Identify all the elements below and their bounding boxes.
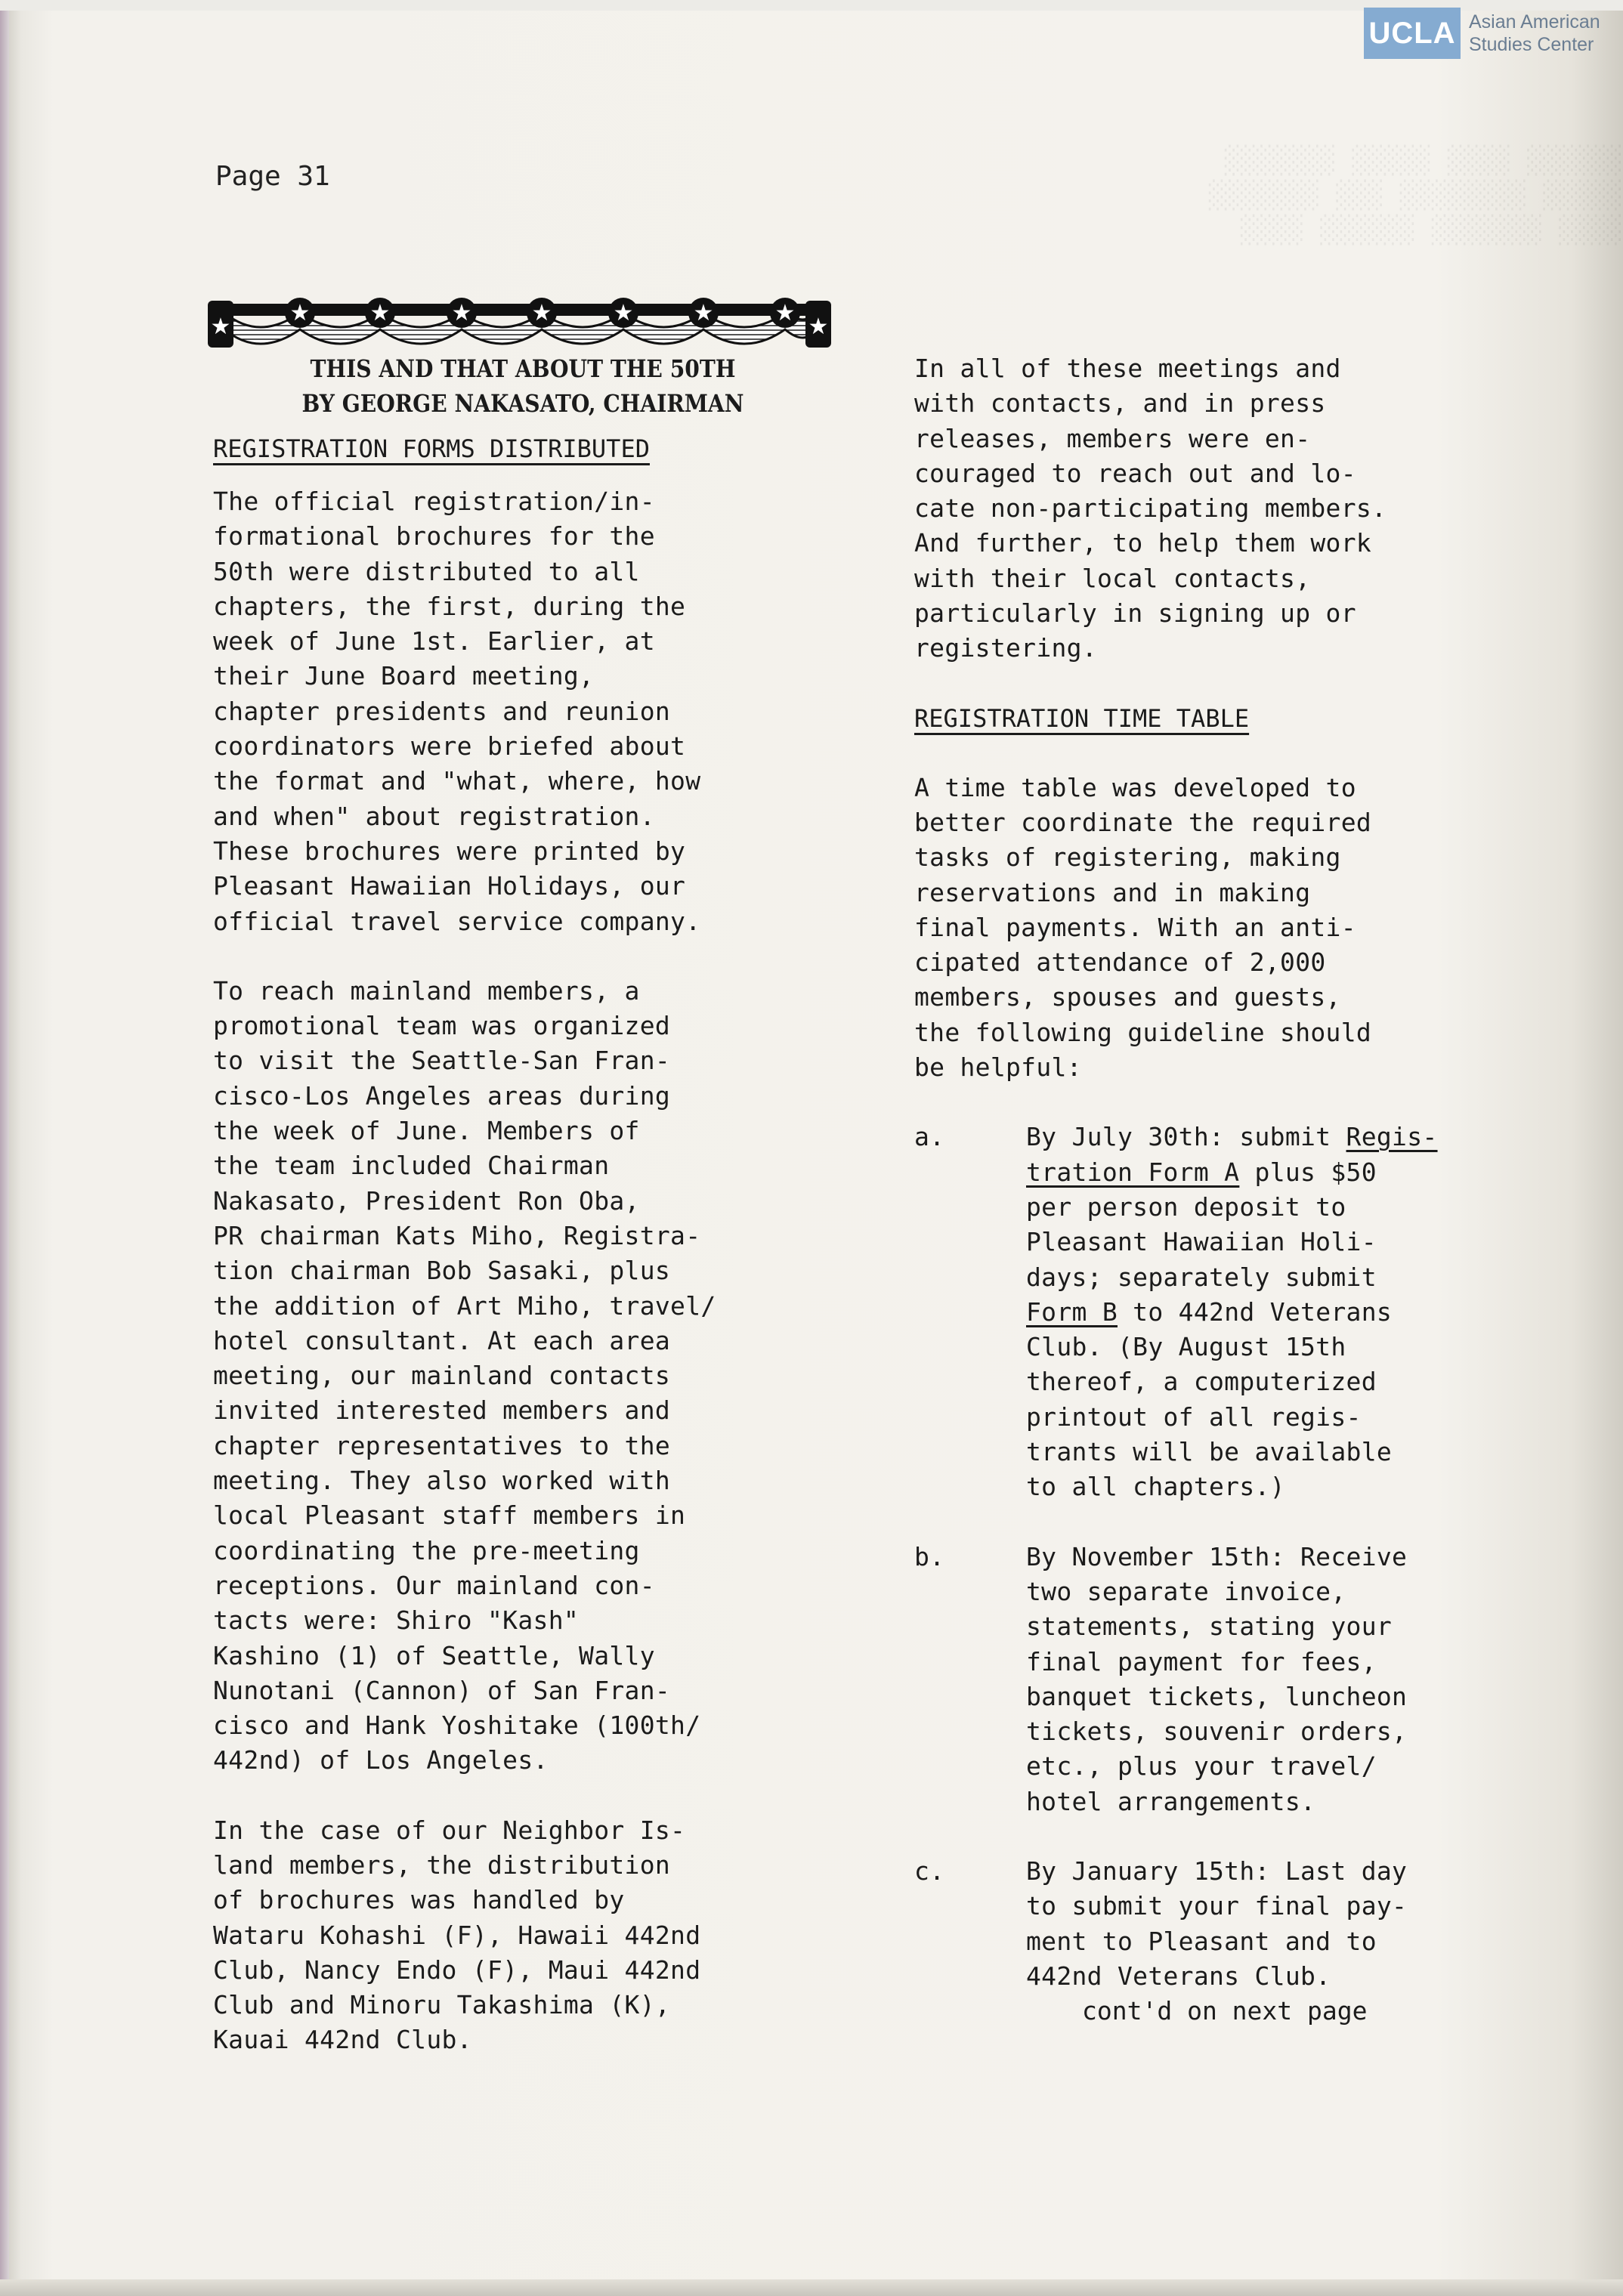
list-text-b: By November 15th: Receive two separate invoice, statements, stating your final payment for fees, banquet tickets, luncheon tickets, souvenir orders, etc., plus your travel/ hotel arrangements.	[1026, 1541, 1408, 1816]
svg-text:★: ★	[210, 314, 231, 340]
star-bunting-banner-icon	[208, 296, 831, 355]
svg-text:★: ★	[808, 314, 829, 340]
list-text-c: By January 15th: Last day to submit your final pay- ment to Pleasant and to 442nd Veterans Club.	[1026, 1856, 1408, 1991]
form-b-label: Form B	[1026, 1296, 1118, 1327]
page-number: Page 31	[215, 161, 330, 192]
article-title: THIS AND THAT ABOUT THE 50TH	[310, 354, 736, 383]
list-marker-a: a.	[914, 1122, 945, 1152]
item-a-lead: By July 30th: submit	[1026, 1122, 1346, 1152]
right-column	[914, 351, 1519, 2029]
paragraph-meetings-contacts: In all of these meetings and with contacts, and in press releases, members were en- couraged to reach out and lo- cate non-participating members. And further, to help them work with their local contacts, particularly in signing up or registering.	[914, 354, 1387, 663]
svg-text:★: ★	[289, 300, 311, 326]
svg-text:★: ★	[774, 300, 796, 326]
paragraph-neighbor-islands: In the case of our Neighbor Is- land members, the distribution of brochures was handled by Wataru Kohashi (F), Hawaii 442nd Club, Nancy Endo (F), Maui 442nd Club and Minoru Takashima (K), Kauai 442nd Club.	[213, 1815, 701, 2055]
svg-text:★: ★	[369, 300, 391, 326]
section-heading-forms-distributed: REGISTRATION FORMS DISTRIBUTED	[213, 434, 650, 463]
form-a-label-part1: Regis-	[1346, 1122, 1438, 1152]
list-item-c	[914, 1854, 1519, 1994]
asian-american-studies-center-label: Asian American Studies Center	[1469, 11, 1600, 55]
show-through-texture: ░░░░░░ ░░░░ ░░░░░ ░░░░░░░ ░░░░░ ░░░░░░░░ ░░░ ░░░░░░░ ░░░░ ░░░░░░░ ░░░░░░ ░░░░	[1207, 146, 1621, 246]
list-item-a	[914, 1120, 1519, 1504]
ucla-logo: UCLA	[1364, 8, 1461, 59]
paragraph-mainland-team: To reach mainland members, a promotional team was organized to visit the Seattle-San Fran- cisco-Los Angeles areas during the week of June. Members of the team included Chairman Nakasato, President Ron Oba, PR chairman Kats Miho, Registra- tion chairman Bob Sasaki, plus the addition of Art Miho, travel/ hotel consultant. At each area meeting, our mainland contacts invited interested members and chapter representatives to the meeting. They also worked with local Pleasant staff members in coordinating the pre-meeting receptions. Our mainland con- tacts were: Shiro "Kash" Kashino (1) of Seattle, Wally Nunotani (Cannon) of San Fran- cisco and Hank Yoshitake (100th/ 442nd) of Los Angeles.	[213, 975, 716, 1775]
item-a-tail: to 442nd Veterans Club. (By August 15th thereof, a computerized printout of all regis- trants will be available to all chapters.)	[1026, 1296, 1393, 1502]
paragraph-brochures: The official registration/in- formational brochures for the 50th were distributed to all chapters, the first, during the week of June 1st. Earlier, at their June Board meeting, chapter presidents and reunion coordinators were briefed about the format and "what, where, how and when" about registration. These brochures were printed by Pleasant Hawaiian Holidays, our official travel service company.	[213, 487, 701, 936]
svg-text:★: ★	[451, 300, 472, 326]
section-heading-time-table: REGISTRATION TIME TABLE	[914, 703, 1250, 733]
svg-text:★: ★	[531, 300, 552, 326]
form-a-label-part2: tration Form A	[1026, 1157, 1240, 1187]
list-item-b	[914, 1540, 1519, 1819]
list-marker-c: c.	[914, 1856, 945, 1886]
article-byline: BY GEORGE NAKASATO, CHAIRMAN	[301, 389, 744, 418]
page-binding-edge	[0, 0, 9, 2296]
list-text-a	[1026, 1120, 1519, 1504]
left-column	[213, 351, 833, 2058]
continued-note: cont'd on next page	[1082, 1996, 1368, 2026]
item-a-middle: plus $50 per person deposit to Pleasant Hawaiian Holi- days; separately submit	[1026, 1157, 1377, 1292]
page-bottom-edge	[0, 2279, 1623, 2296]
svg-text:★: ★	[693, 300, 714, 326]
svg-text:★: ★	[613, 300, 634, 326]
list-marker-b: b.	[914, 1541, 945, 1571]
paragraph-time-table: A time table was developed to better coordinate the required tasks of registering, making reservations and in making final payments. With an anti- cipated attendance of 2,000 members, spouses and guests, the following guideline should be helpful:	[914, 772, 1372, 1083]
